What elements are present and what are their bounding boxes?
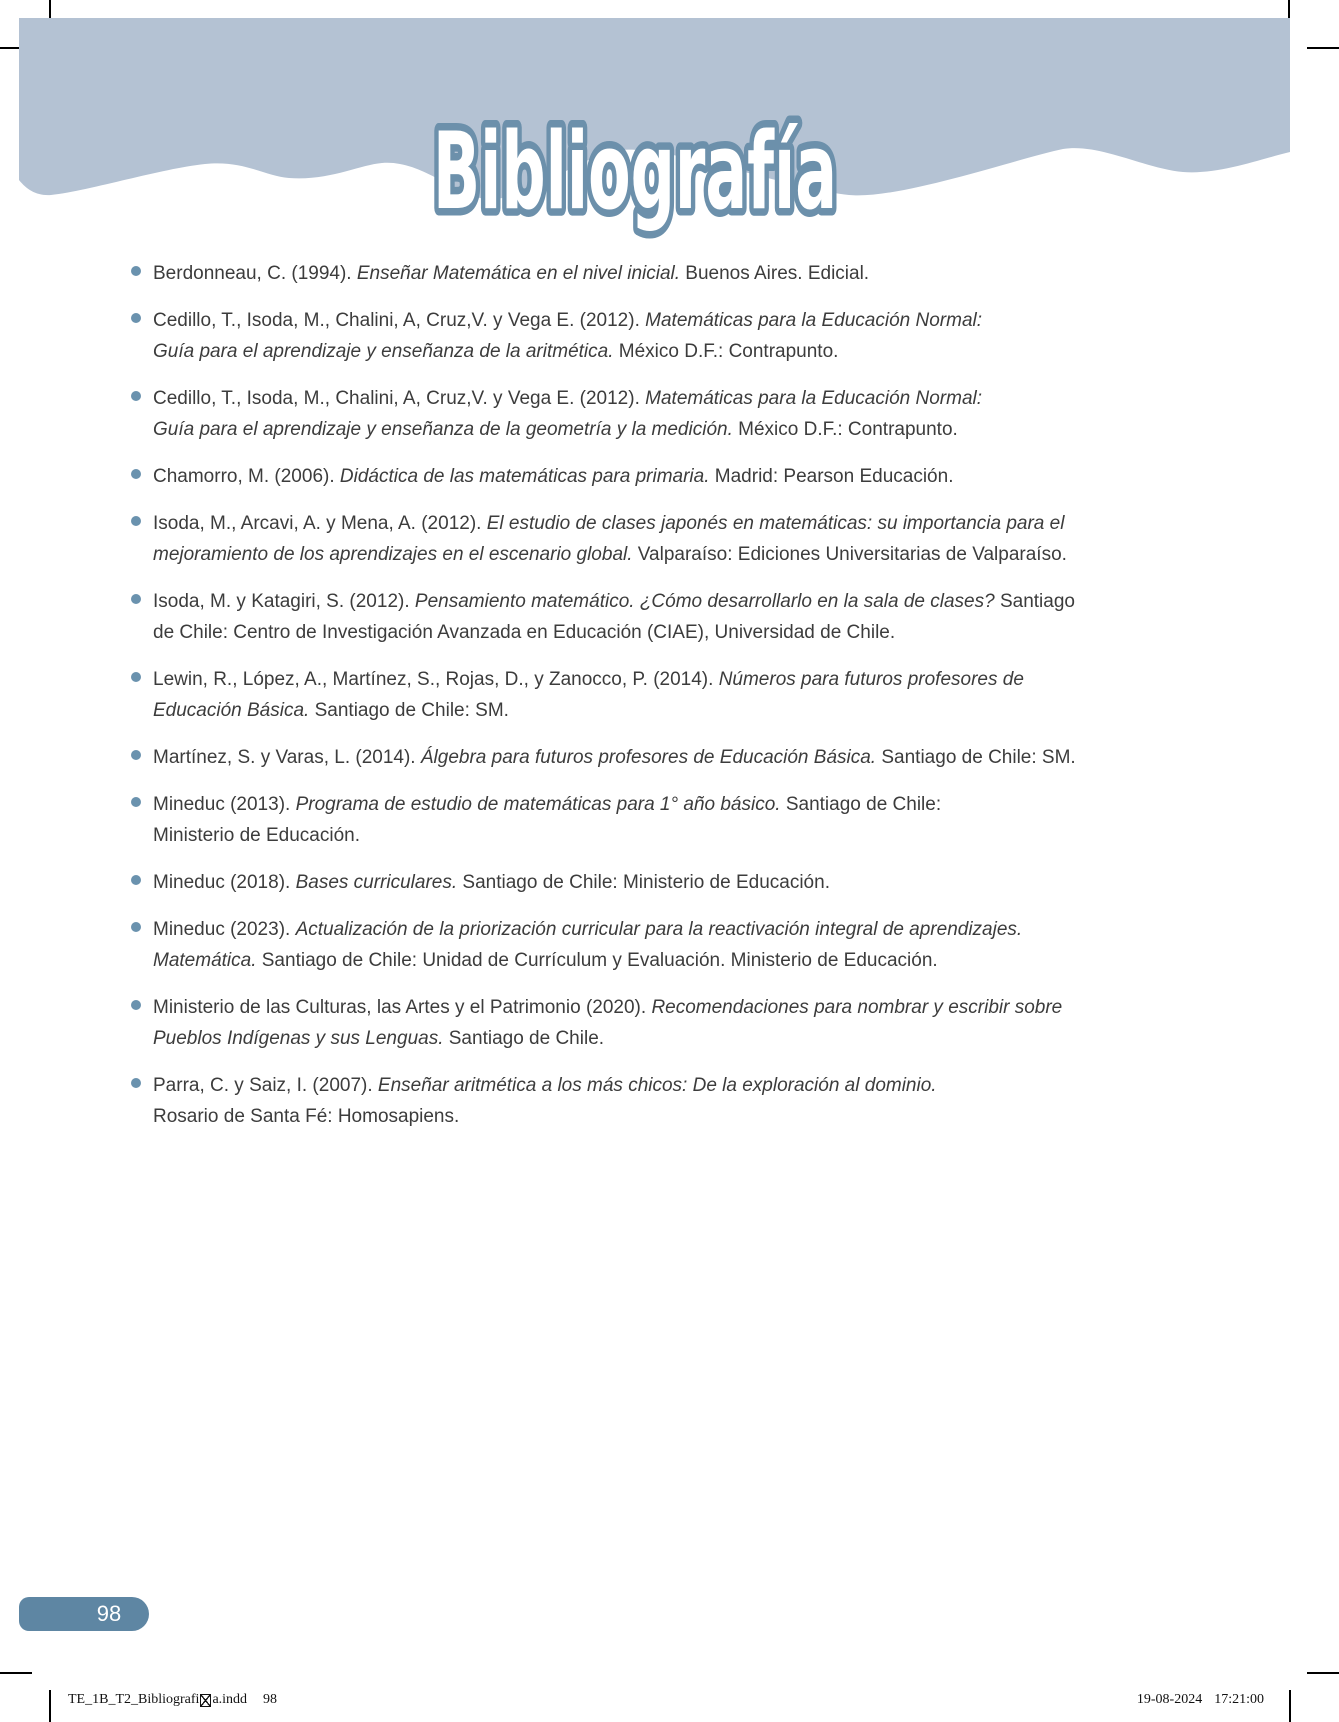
- bibliography-entry: [131, 461, 1141, 492]
- page-number-badge: [19, 1597, 149, 1631]
- entry-title-segment: Didáctica de las matemáticas para primaria.: [339, 466, 710, 487]
- entry-title-segment: Matemática.: [153, 950, 257, 971]
- entry-title-segment: Programa de estudio de matemáticas para 1° año básico.: [295, 794, 781, 815]
- bullet-icon: [131, 313, 141, 323]
- entry-title-segment: Recomendaciones para nombrar y escribir sobre: [651, 997, 1063, 1018]
- slug-sheet-number: 98: [263, 1692, 278, 1707]
- entry-line: [153, 508, 1141, 539]
- bullet-icon: [131, 469, 141, 479]
- bibliography-entry: [131, 305, 1141, 367]
- entry-text: [153, 742, 1141, 773]
- entry-line: [153, 742, 1141, 773]
- bibliography-entry: [131, 742, 1141, 773]
- entry-line: [153, 336, 1141, 367]
- entry-title-segment: Enseñar aritmética a los más chicos: De la exploración al dominio.: [377, 1075, 937, 1096]
- entry-line: [153, 539, 1141, 570]
- entry-plain-segment: Parra, C. y Saiz, I. (2007).: [153, 1075, 378, 1096]
- entry-plain-segment: Valparaíso: Ediciones Universitarias de Valparaíso.: [632, 544, 1067, 565]
- entry-line: [153, 945, 1141, 976]
- entry-plain-segment: Lewin, R., López, A., Martínez, S., Rojas, D., y Zanocco, P. (2014).: [153, 669, 719, 690]
- slug-time: 17:21:00: [1214, 1692, 1264, 1707]
- bullet-icon: [131, 922, 141, 932]
- bibliography-entry: [131, 258, 1141, 289]
- crop-mark-bottom-right-vertical: [1289, 1690, 1291, 1722]
- entry-line: [153, 414, 1141, 445]
- entry-line: [153, 695, 1141, 726]
- entry-plain-segment: Rosario de Santa Fé: Homosapiens.: [153, 1106, 460, 1127]
- entry-title-segment: Matemáticas para la Educación Normal:: [645, 310, 983, 331]
- entry-line: [153, 1023, 1141, 1054]
- entry-line: [153, 664, 1141, 695]
- entry-line: [153, 305, 1141, 336]
- slug-date: 19-08-2024: [1136, 1692, 1203, 1707]
- entry-title-segment: Pensamiento matemático. ¿Cómo desarrollarlo en la sala de clases?: [414, 591, 995, 612]
- missing-glyph-box: [200, 1694, 211, 1707]
- entry-plain-segment: Berdonneau, C. (1994).: [153, 263, 357, 284]
- entry-title-segment: Matemáticas para la Educación Normal:: [645, 388, 983, 409]
- bibliography-entry: [131, 664, 1141, 726]
- entry-plain-segment: Santiago de Chile: SM.: [876, 747, 1076, 768]
- entry-text: [153, 586, 1141, 648]
- bibliography-list: [131, 258, 1141, 1148]
- entry-text: [153, 461, 1141, 492]
- entry-title-segment: Actualización de la priorización curricular para la reactivación integral de aprendizajes.: [295, 919, 1023, 940]
- entry-text: [153, 258, 1141, 289]
- slug-timestamp: [1137, 1692, 1264, 1708]
- entry-plain-segment: Ministerio de las Culturas, las Artes y el Patrimonio (2020).: [153, 997, 652, 1018]
- bullet-icon: [131, 266, 141, 276]
- crop-mark-bottom-right-horizontal: [1307, 1672, 1339, 1674]
- bullet-icon: [131, 875, 141, 885]
- entry-line: [153, 914, 1141, 945]
- bullet-icon: [131, 391, 141, 401]
- entry-text: [153, 383, 1141, 445]
- bibliography-entry: [131, 992, 1141, 1054]
- entry-text: [153, 867, 1141, 898]
- entry-plain-segment: Santiago de Chile.: [443, 1028, 605, 1049]
- entry-title-segment: Guía para el aprendizaje y enseñanza de la geometría y la medición.: [153, 419, 733, 440]
- bullet-icon: [131, 672, 141, 682]
- entry-title-segment: Álgebra para futuros profesores de Educación Básica.: [420, 747, 877, 768]
- entry-plain-segment: Santiago: [994, 591, 1075, 612]
- entry-plain-segment: Mineduc (2018).: [153, 872, 296, 893]
- entry-line: [153, 867, 1141, 898]
- entry-plain-segment: Chamorro, M. (2006).: [153, 466, 340, 487]
- entry-line: [153, 617, 1141, 648]
- entry-title-segment: Enseñar Matemática en el nivel inicial.: [356, 263, 681, 284]
- entry-text: [153, 789, 1141, 851]
- slug-filename: [68, 1692, 277, 1708]
- entry-plain-segment: Santiago de Chile: Unidad de Currículum y Evaluación. Ministerio de Educación.: [256, 950, 938, 971]
- bibliography-entry: [131, 914, 1141, 976]
- bullet-icon: [131, 750, 141, 760]
- entry-plain-segment: Santiago de Chile:: [780, 794, 942, 815]
- entry-plain-segment: Cedillo, T., Isoda, M., Chalini, A, Cruz,V. y Vega E. (2012).: [153, 388, 646, 409]
- bibliography-entry: [131, 867, 1141, 898]
- page-title-text: Bibliografía: [433, 110, 837, 233]
- bibliography-entry: [131, 1070, 1141, 1132]
- bibliography-entry: [131, 508, 1141, 570]
- entry-title-segment: Pueblos Indígenas y sus Lenguas.: [153, 1028, 444, 1049]
- slug-filename-prefix: TE_1B_T2_Bibliografi: [68, 1692, 200, 1707]
- entry-plain-segment: Cedillo, T., Isoda, M., Chalini, A, Cruz,V. y Vega E. (2012).: [153, 310, 646, 331]
- entry-line: [153, 992, 1141, 1023]
- bullet-icon: [131, 594, 141, 604]
- bullet-icon: [131, 797, 141, 807]
- entry-text: [153, 305, 1141, 367]
- entry-plain-segment: México D.F.: Contrapunto.: [613, 341, 839, 362]
- entry-text: [153, 1070, 1141, 1132]
- entry-title-segment: Educación Básica.: [153, 700, 310, 721]
- crop-mark-bottom-left-vertical: [49, 1690, 51, 1722]
- entry-title-segment: Bases curriculares.: [295, 872, 458, 893]
- bullet-icon: [131, 516, 141, 526]
- entry-text: [153, 508, 1141, 570]
- entry-plain-segment: Santiago de Chile: SM.: [309, 700, 509, 721]
- crop-mark-top-right-horizontal: [1307, 47, 1339, 49]
- entry-line: [153, 383, 1141, 414]
- entry-line: [153, 1101, 1141, 1132]
- entry-plain-segment: México D.F.: Contrapunto.: [732, 419, 958, 440]
- entry-line: [153, 820, 1141, 851]
- bibliography-entry: [131, 383, 1141, 445]
- entry-title-segment: Guía para el aprendizaje y enseñanza de la aritmética.: [153, 341, 614, 362]
- entry-plain-segment: Isoda, M. y Katagiri, S. (2012).: [153, 591, 415, 612]
- entry-text: [153, 664, 1141, 726]
- bullet-icon: [131, 1000, 141, 1010]
- entry-text: [153, 992, 1141, 1054]
- entry-title-segment: mejoramiento de los aprendizajes en el escenario global.: [153, 544, 633, 565]
- entry-title-segment: El estudio de clases japonés en matemáticas: su importancia para el: [486, 513, 1065, 534]
- entry-plain-segment: Mineduc (2013).: [153, 794, 296, 815]
- entry-line: [153, 1070, 1141, 1101]
- entry-line: [153, 461, 1141, 492]
- bibliography-entry: [131, 586, 1141, 648]
- crop-mark-bottom-left-horizontal: [0, 1672, 32, 1674]
- entry-plain-segment: Martínez, S. y Varas, L. (2014).: [153, 747, 421, 768]
- entry-plain-segment: Buenos Aires. Edicial.: [680, 263, 870, 284]
- entry-plain-segment: Isoda, M., Arcavi, A. y Mena, A. (2012).: [153, 513, 487, 534]
- entry-plain-segment: Madrid: Pearson Educación.: [709, 466, 954, 487]
- bibliography-entry: [131, 789, 1141, 851]
- slug-filename-suffix: a.indd: [212, 1692, 248, 1707]
- entry-text: [153, 914, 1141, 976]
- entry-line: [153, 586, 1141, 617]
- entry-plain-segment: de Chile: Centro de Investigación Avanzada en Educación (CIAE), Universidad de Chile.: [153, 622, 896, 643]
- entry-line: [153, 258, 1141, 289]
- entry-plain-segment: Ministerio de Educación.: [153, 825, 360, 846]
- entry-title-segment: Números para futuros profesores de: [718, 669, 1024, 690]
- entry-line: [153, 789, 1141, 820]
- page-number: 98: [96, 1601, 122, 1626]
- page-title: [403, 98, 867, 250]
- entry-plain-segment: Mineduc (2023).: [153, 919, 296, 940]
- entry-plain-segment: Santiago de Chile: Ministerio de Educación.: [457, 872, 830, 893]
- bullet-icon: [131, 1078, 141, 1088]
